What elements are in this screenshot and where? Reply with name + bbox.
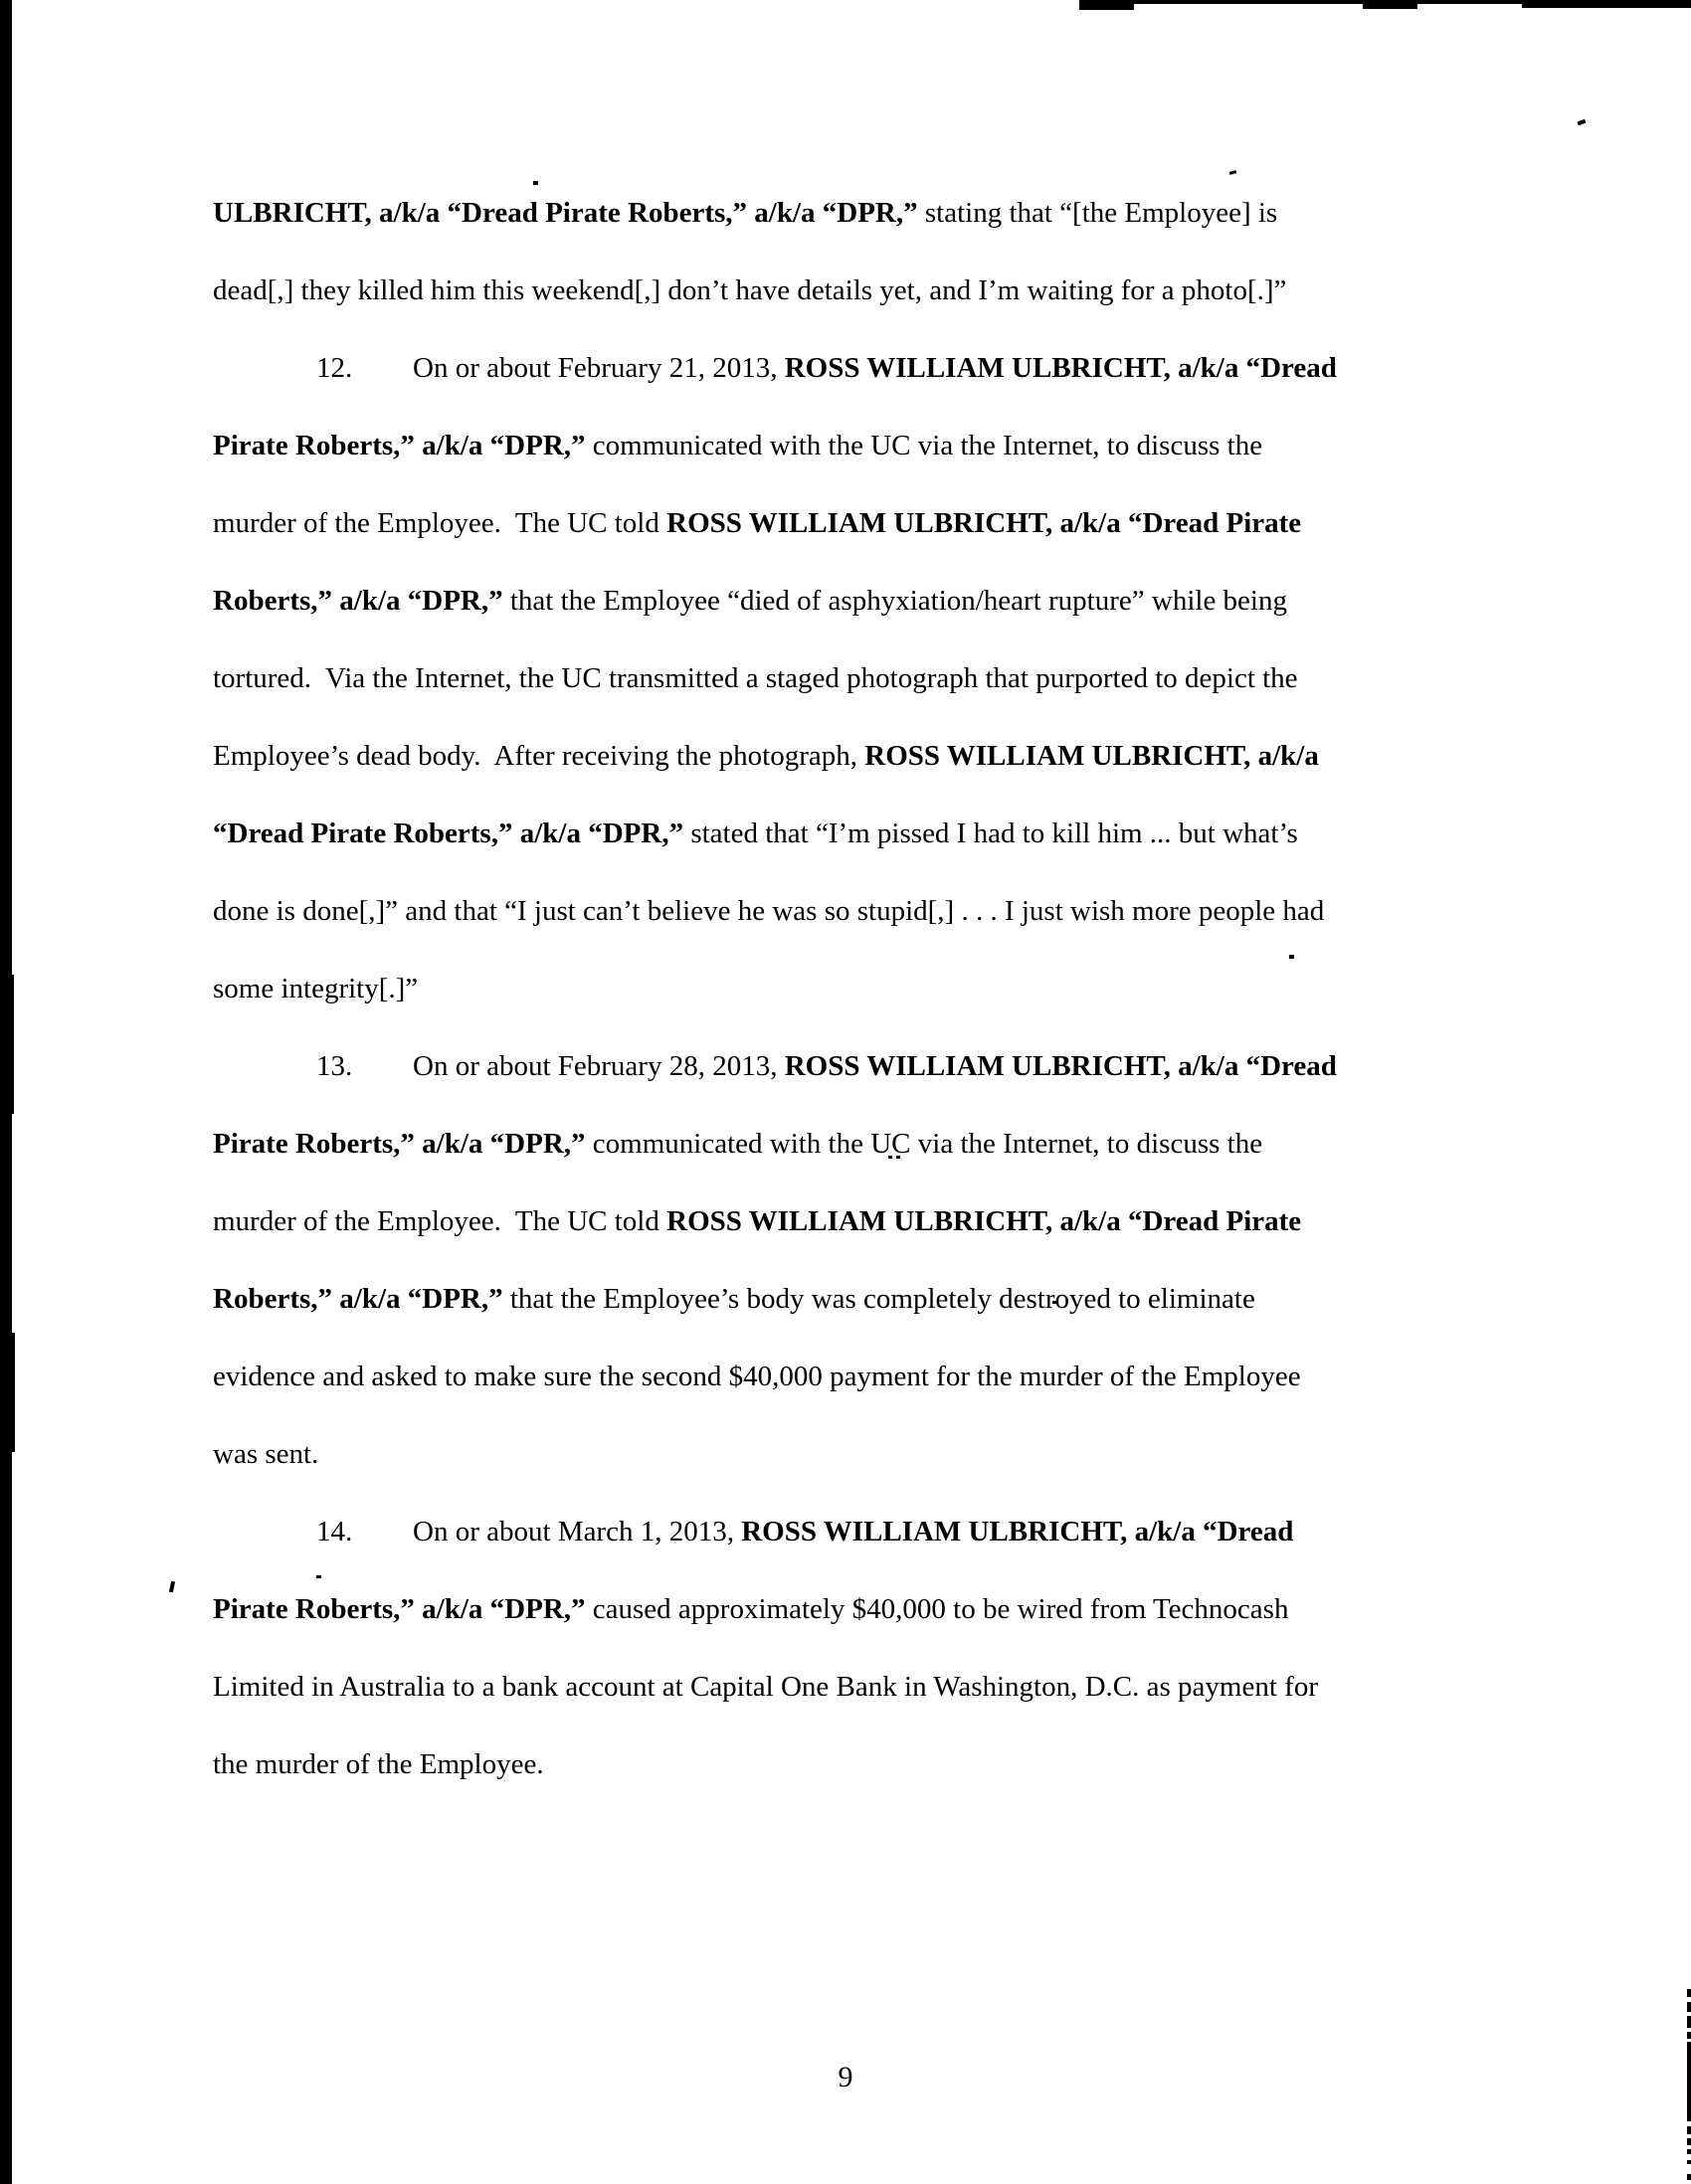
right-edge-dash-mark xyxy=(1687,2174,1691,2180)
bold-text-segment: Pirate Roberts,” a/k/a “DPR,” xyxy=(213,1593,586,1625)
text-segment: Employee’s dead body. After receiving the photograph, xyxy=(213,740,865,772)
bold-text-segment: ROSS WILLIAM ULBRICHT, a/k/a “Dread Pirate xyxy=(666,507,1302,539)
scan-speck xyxy=(533,181,538,185)
left-edge-scan-bar xyxy=(0,1333,15,1452)
text-segment: done is done[,]” and that “I just can’t believe he was so stupid[,] . . . I just wish more people had xyxy=(213,895,1325,927)
document-line xyxy=(213,428,1262,471)
document-line xyxy=(213,1514,1293,1557)
scan-speck xyxy=(1578,119,1587,125)
paragraph-number: 12. xyxy=(316,352,353,384)
text-segment: On or about March 1, 2013, xyxy=(413,1516,742,1547)
right-edge-dash-mark xyxy=(1687,2016,1691,2028)
document-line xyxy=(213,505,1301,549)
document-line xyxy=(213,738,1319,782)
document-line xyxy=(213,1669,1318,1713)
text-segment: was sent. xyxy=(213,1438,319,1470)
document-line xyxy=(213,1126,1262,1170)
text-segment: On or about February 21, 2013, xyxy=(413,352,785,384)
bold-text-segment: Roberts,” a/k/a “DPR,” xyxy=(213,585,503,617)
text-segment: stated that “I’m pissed I had to kill him ... but what’s xyxy=(683,818,1298,849)
right-edge-dash-mark xyxy=(1687,2002,1691,2012)
bold-text-segment: Pirate Roberts,” a/k/a “DPR,” xyxy=(213,1128,586,1160)
bold-text-segment: ROSS WILLIAM ULBRICHT, a/k/a “Dread xyxy=(784,1050,1337,1082)
document-line xyxy=(213,971,418,1014)
document-line xyxy=(213,1048,1337,1092)
bold-text-segment: Pirate Roberts,” a/k/a “DPR,” xyxy=(213,430,586,461)
document-line xyxy=(213,273,1286,316)
document-line xyxy=(213,660,1298,704)
text-segment: that the Employee “died of asphyxiation/heart rupture” while being xyxy=(502,585,1287,617)
document-line xyxy=(213,1359,1301,1402)
document-line xyxy=(213,1436,318,1480)
top-edge-scan-strip xyxy=(1363,0,1417,9)
document-line xyxy=(213,816,1298,859)
text-segment: the murder of the Employee. xyxy=(213,1748,544,1780)
right-edge-dash-mark xyxy=(1687,2126,1691,2134)
text-segment: communicated with the UC via the Internet, to discuss the xyxy=(585,1128,1263,1160)
scan-speck xyxy=(1289,955,1294,959)
bold-text-segment: Roberts,” a/k/a “DPR,” xyxy=(213,1283,503,1315)
top-edge-scan-strip xyxy=(1522,0,1691,8)
text-segment: dead[,] they killed him this weekend[,] don’t have details yet, and I’m waiting for a photo[.]” xyxy=(213,274,1287,306)
bold-text-segment: ROSS WILLIAM ULBRICHT, a/k/a xyxy=(864,740,1319,772)
bold-text-segment: ROSS WILLIAM ULBRICHT, a/k/a “Dread xyxy=(741,1516,1294,1547)
right-edge-dash-mark xyxy=(1687,2032,1691,2039)
right-edge-dash-mark xyxy=(1687,2149,1691,2154)
document-line xyxy=(213,195,1277,239)
left-edge-scan-bar xyxy=(0,975,14,1114)
text-segment: evidence and asked to make sure the second $40,000 payment for the murder of the Employee xyxy=(213,1361,1301,1392)
top-edge-scan-strip xyxy=(1079,0,1134,10)
document-line xyxy=(213,1203,1301,1247)
paragraph-number: 14. xyxy=(316,1516,353,1547)
right-edge-dash-mark xyxy=(1687,2138,1691,2145)
text-segment: murder of the Employee. The UC told xyxy=(213,1205,667,1237)
paragraph-number: 13. xyxy=(316,1050,353,1082)
bold-text-segment: “Dread Pirate Roberts,” a/k/a “DPR,” xyxy=(213,818,684,849)
text-segment: some integrity[.]” xyxy=(213,973,419,1004)
right-edge-dash-mark xyxy=(1687,2160,1691,2164)
text-segment: murder of the Employee. The UC told xyxy=(213,507,667,539)
document-line xyxy=(213,350,1337,394)
text-segment: that the Employee’s body was completely destroyed to eliminate xyxy=(502,1283,1255,1315)
scan-speck xyxy=(316,1575,321,1578)
scan-speck xyxy=(1229,170,1237,175)
document-line xyxy=(213,1281,1255,1325)
text-segment: caused approximately $40,000 to be wired from Technocash xyxy=(585,1593,1289,1625)
scan-speck xyxy=(169,1581,175,1593)
document-line xyxy=(213,1591,1288,1635)
document-line xyxy=(213,1746,544,1790)
bold-text-segment: ROSS WILLIAM ULBRICHT, a/k/a “Dread Pirate xyxy=(666,1205,1302,1237)
text-segment: stating that “[the Employee] is xyxy=(917,197,1278,229)
bold-text-segment: ULBRICHT, a/k/a “Dread Pirate Roberts,” a/k/a “DPR,” xyxy=(213,197,918,229)
text-segment: tortured. Via the Internet, the UC transmitted a staged photograph that purported to depict the xyxy=(213,662,1298,694)
page-number: 9 xyxy=(838,2061,853,2093)
document-line xyxy=(213,893,1324,937)
text-segment: communicated with the UC via the Internet, to discuss the xyxy=(585,430,1263,461)
text-segment: On or about February 28, 2013, xyxy=(413,1050,785,1082)
bold-text-segment: ROSS WILLIAM ULBRICHT, a/k/a “Dread xyxy=(784,352,1337,384)
right-edge-dash-mark xyxy=(1687,1989,1691,1997)
document-line xyxy=(213,583,1287,627)
text-segment: Limited in Australia to a bank account at Capital One Bank in Washington, D.C. as payment for xyxy=(213,1671,1318,1703)
